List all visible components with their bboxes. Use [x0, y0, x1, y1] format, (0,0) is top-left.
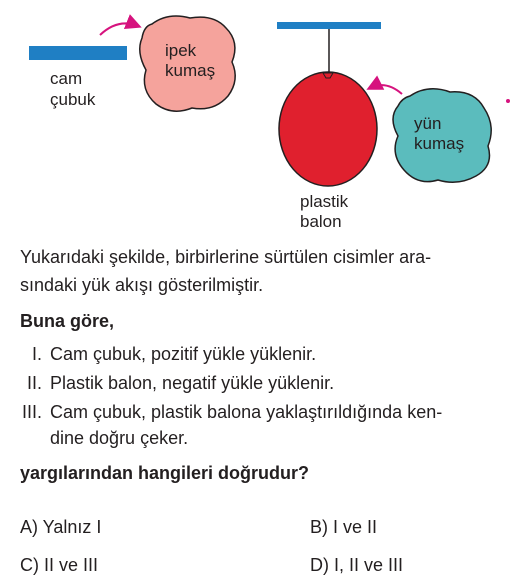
glass-rod-label-1: cam: [50, 69, 83, 88]
statement-3-text: Cam çubuk, plastik balona yaklaştırıldığında ken-: [50, 402, 443, 422]
wool-cloth-label-2: kumaş: [414, 134, 465, 153]
statement-1-number: I.: [31, 344, 42, 364]
option-d[interactable]: D) I, II ve III: [310, 555, 404, 575]
intro-line-1: Yukarıdaki şekilde, birbirlerine sürtülen cisimler ara-: [20, 247, 432, 267]
silk-cloth-label-2: kumaş: [165, 61, 216, 80]
charge-flow-arrow-wool-to-balloon: [370, 85, 402, 94]
glass-rod-label-2: çubuk: [50, 90, 96, 109]
statement-2-text: Plastik balon, negatif yükle yüklenir.: [50, 373, 335, 393]
option-b[interactable]: B) I ve II: [310, 517, 378, 537]
glass-rod: [29, 46, 127, 60]
statement-3-number: III.: [21, 402, 42, 422]
option-c[interactable]: C) II ve III: [20, 555, 99, 575]
question-lead: Buna göre,: [20, 311, 115, 331]
plastic-balloon: [279, 72, 377, 186]
option-a[interactable]: A) Yalnız I: [20, 517, 102, 537]
wool-cloth-label-1: yün: [414, 114, 442, 133]
statement-1-text: Cam çubuk, pozitif yükle yüklenir.: [50, 344, 317, 364]
illustration: [0, 0, 510, 240]
edge-dot: [506, 99, 510, 103]
question-prompt: yargılarından hangileri doğrudur?: [20, 463, 310, 483]
charge-flow-arrow-rod-to-silk: [100, 23, 138, 35]
balloon-label-2: balon: [300, 212, 342, 231]
statement-2-number: II.: [26, 373, 42, 393]
ceiling-bar: [277, 22, 381, 29]
silk-cloth-label-1: ipek: [165, 41, 197, 60]
statement-3-text-cont: dine doğru çeker.: [50, 428, 189, 448]
balloon-label-1: plastik: [300, 192, 349, 211]
intro-line-2: sındaki yük akışı gösterilmiştir.: [20, 275, 264, 295]
